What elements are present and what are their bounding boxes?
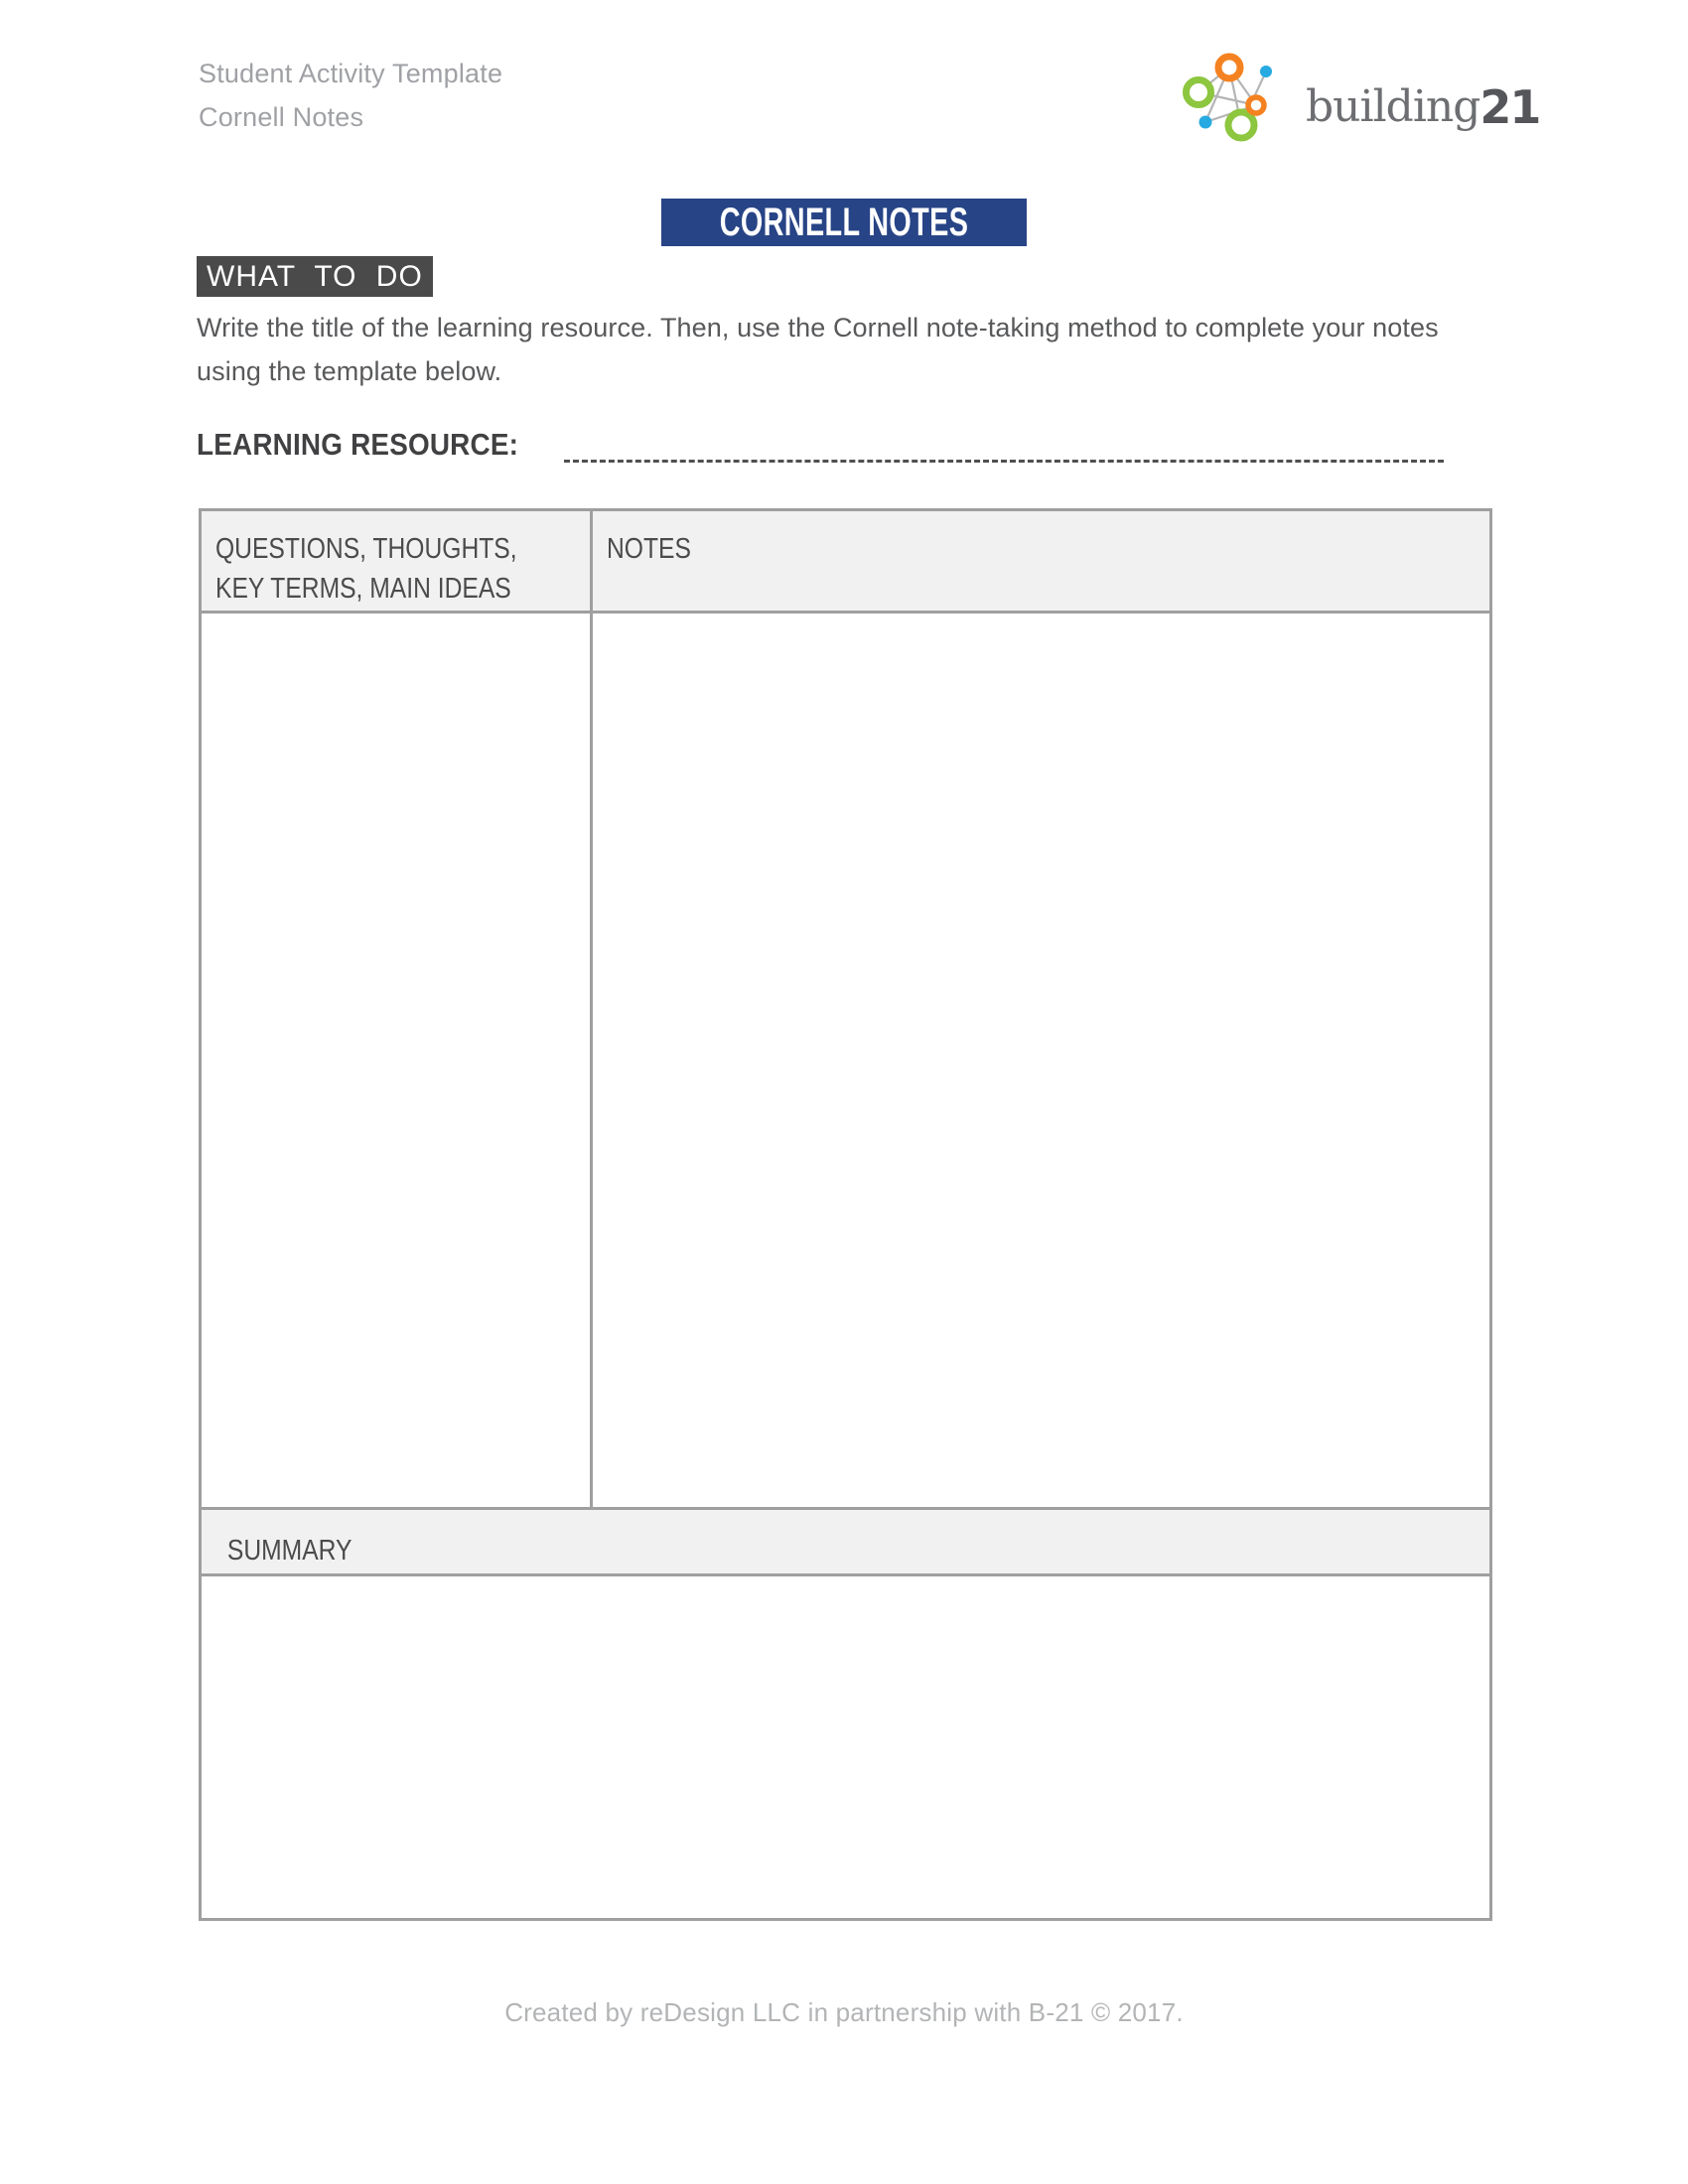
notes-column-header — [593, 511, 1489, 614]
summary-header — [202, 1507, 1489, 1576]
page-title-text: CORNELL NOTES — [719, 200, 969, 244]
learning-resource-fill-line[interactable] — [564, 429, 1444, 463]
logo-wordmark: building — [1306, 81, 1480, 132]
document-meta — [199, 52, 502, 139]
network-nodes-icon — [1175, 50, 1304, 164]
what-to-do-heading-text: WHAT TO DO — [207, 259, 423, 293]
learning-resource-row — [197, 427, 1444, 463]
learning-resource-label: LEARNING RESOURCE: — [197, 427, 519, 462]
what-to-do-heading — [197, 256, 433, 297]
cue-cell[interactable] — [202, 614, 593, 1507]
notes-cell[interactable] — [593, 614, 1489, 1507]
summary-cell[interactable] — [202, 1576, 1489, 1918]
logo-wordmark-number: 21 — [1479, 79, 1540, 134]
page-title — [661, 199, 1027, 246]
footer-credit: Created by reDesign LLC in partnership with B-21 © 2017. — [504, 1997, 1184, 2027]
building21-logo — [1175, 50, 1539, 164]
notes-column-header-text: NOTES — [607, 533, 691, 565]
cornell-notes-table — [199, 508, 1492, 1921]
document-meta-line2: Cornell Notes — [199, 102, 364, 132]
document-meta-line1: Student Activity Template — [199, 59, 503, 88]
summary-header-text: SUMMARY — [226, 1535, 352, 1567]
instructions-text: Write the title of the learning resource. Then, use the Cornell note-taking method to complete your notes using the template below. — [197, 313, 1439, 386]
cue-column-header-line1: QUESTIONS, THOUGHTS, — [215, 533, 517, 565]
cue-column-header — [202, 511, 593, 614]
cue-column-header-line2: KEY TERMS, MAIN IDEAS — [215, 573, 511, 605]
